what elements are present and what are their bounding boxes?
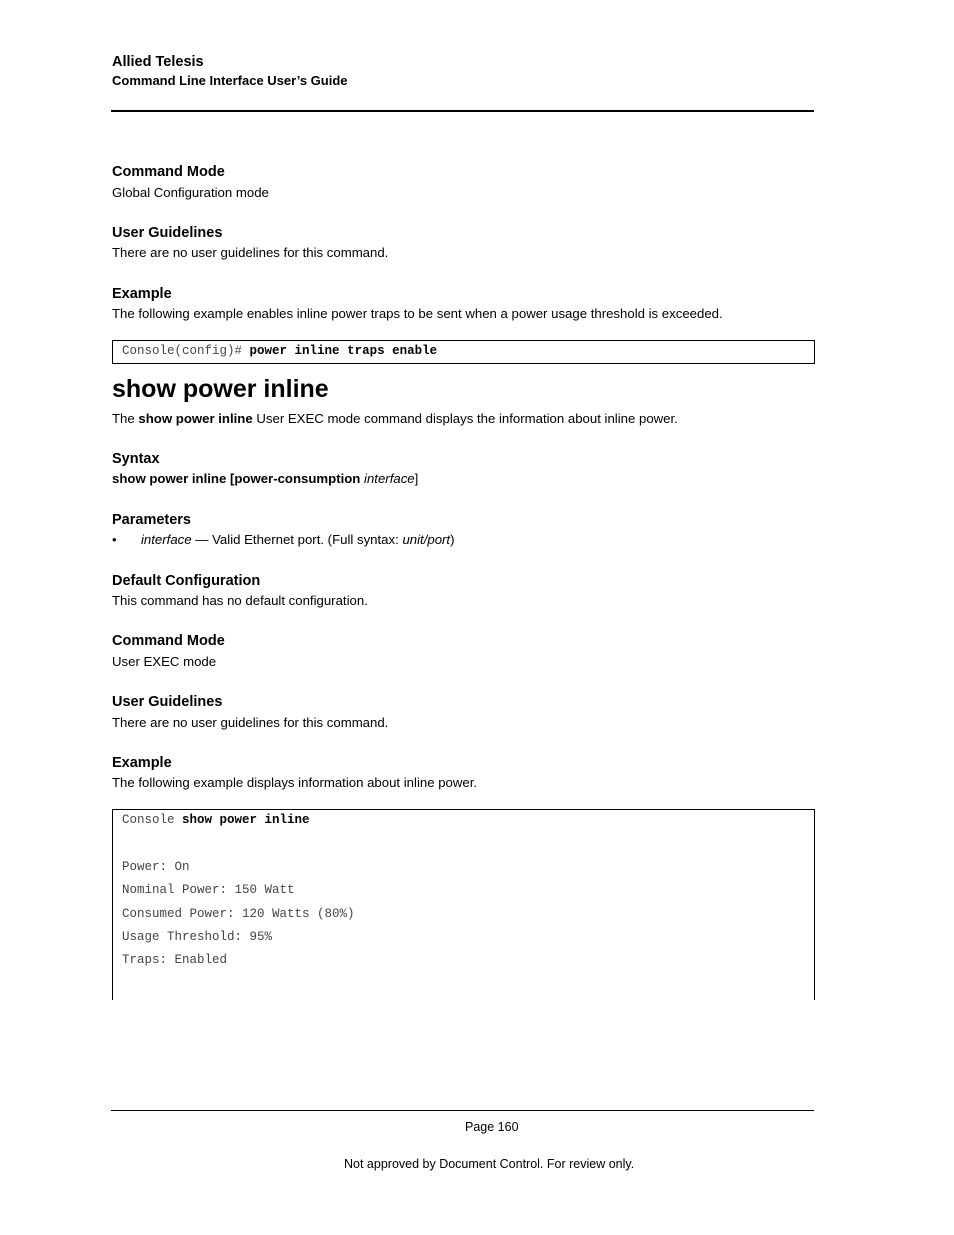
command-description: The show power inline User EXEC mode command displays the information about inline power. (112, 411, 678, 426)
header-guide-title: Command Line Interface User’s Guide (112, 73, 348, 88)
output-line: Nominal Power: 150 Watt (122, 883, 295, 897)
command-title: show power inline (112, 375, 329, 403)
user-guidelines-text: There are no user guidelines for this command. (112, 245, 389, 260)
example-heading-2: Example (112, 755, 172, 771)
user-guidelines-heading-2: User Guidelines (112, 694, 223, 710)
code-line (122, 813, 310, 827)
syntax-heading: Syntax (112, 451, 160, 467)
code-command: power inline traps enable (249, 344, 438, 358)
example-text: The following example enables inline power traps to be sent when a power usage threshold is exceeded. (112, 306, 723, 321)
header-company: Allied Telesis (112, 54, 204, 70)
code-command: show power inline (182, 813, 310, 827)
parameters-heading: Parameters (112, 512, 191, 528)
default-config-text: This command has no default configuration. (112, 593, 368, 608)
output-line: Traps: Enabled (122, 953, 228, 967)
command-mode-heading-2: Command Mode (112, 633, 225, 649)
code-example-box (112, 340, 815, 364)
parameter-item: interface — Valid Ethernet port. (Full syntax: unit/port) (141, 532, 455, 547)
code-line (122, 344, 437, 358)
review-notice: Not approved by Document Control. For review only. (344, 1157, 635, 1171)
output-line: Consumed Power: 120 Watts (80%) (122, 907, 355, 921)
example-text-2: The following example displays information about inline power. (112, 775, 478, 790)
user-guidelines-text-2: There are no user guidelines for this command. (112, 715, 389, 730)
command-mode-heading: Command Mode (112, 164, 225, 180)
page-number: Page 160 (465, 1120, 519, 1134)
command-name: show power inline (138, 411, 253, 426)
command-mode-text-2: User EXEC mode (112, 654, 217, 669)
example-heading: Example (112, 286, 172, 302)
parameter-bullet: • (112, 532, 117, 547)
output-line: Power: On (122, 860, 190, 874)
code-prompt: Console (122, 813, 175, 827)
command-mode-text: Global Configuration mode (112, 185, 269, 200)
default-config-heading: Default Configuration (112, 573, 261, 589)
header-rule (111, 110, 814, 112)
syntax-text: show power inline [power-consumption interface] (112, 471, 419, 486)
code-prompt: Console(config)# (122, 344, 243, 358)
output-line: Usage Threshold: 95% (122, 930, 273, 944)
code-output-box (112, 809, 815, 1000)
user-guidelines-heading: User Guidelines (112, 225, 223, 241)
footer-rule (111, 1110, 814, 1111)
